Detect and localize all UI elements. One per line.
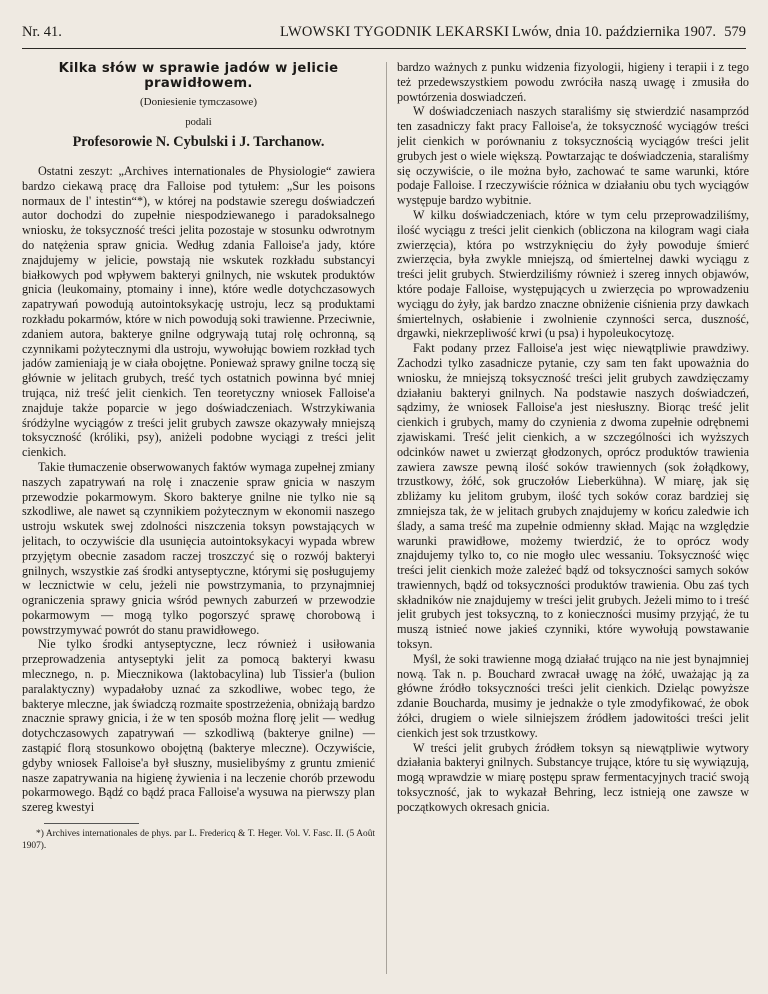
- article-byline-label: podali: [185, 117, 212, 129]
- paragraph: Fakt podany przez Falloise'a jest więc niewątpliwie prawdziwy. Zachodzi tylko zasadnicze pytanie, czy sam ten fakt upoważnia do wniosku, że mniejszą toksyczność treści jelit grubych zawdzięczamy działaniu bakteryi gnilnych. Na podstawie naszych doświadczeń, sądzimy, że wniosek Falloise'a jest niesłuszny. Biorąc treść jelit cienkich i grubych, mamy do czynienia z dwoma zupełnie odrębnemi zjawiskami. Treść jelit cienkich, a w szczególności ich wyższych odcinków nawet u zwierząt głodzonych, oprócz produktów trawienia zawiera zawsze pewną ilość soków trawiennych (sok żołądkowy, trzustkowy, żółć, sok gruczołów Lieberkühna). W miarę, jak się zbliżamy ku jelitom grubym, ilość tych soków coraz bardziej się zmniejsza tak, że w jelitach grubych znajdujemy w końcu zaledwie ich ślady, a sama treść ma zupełnie odmienny skład. Mając na względzie warunki prawidłowe, możemy twierdzić, że to oprócz wody znajdujemy tylko to, co nie mogło ulec wessaniu. Toksyczność więc treści jelit cienkich może zależeć bądź od toksyczności samych soków trawiennych, bądź od toksyczności produktów trawienia. Obu zaś tych składników nie znajdujemy w treści jelit grubych. Jeżeli mimo to i treść jelit grubych jest toksyczną, to z konieczności musimy przyjąć, że tu muszą istnieć nowe jakieś czynniki, które wywołują powstawanie toksyn.: [397, 341, 749, 652]
- footnote-rule: [44, 823, 139, 824]
- running-header: [22, 18, 746, 49]
- left-column: [22, 60, 375, 994]
- paragraph: W kilku doświadczeniach, które w tym celu przeprowadziliśmy, ilość wyciągu z treści jelit cienkich (obliczona na kilogram wagi ciała zwierzęcia), która po wstrzyknięciu do żyły powoduje śmierć zwierzęcia, była zwykle mniejszą, od śmiertelnej dawki wyciągu z treści jelit grubych. Stwierdziliśmy również i szereg innych objawów, które podaje Falloise, występujących u zwierzęcia po wprowadzeniu wyciągu do żyły, jak bardzo znaczne obniżenie ciśnienia przy dawkach śmiertelnych, osłabienie i zwolnienie czynności serca, duszność, drgawki, niekrzepliwość krwi (u psa) i hypoleukocytozę.: [397, 207, 749, 341]
- paragraph: bardzo ważnych z punku widzenia fizyologii, higieny i terapii i z tego też przedewszystkiem powodu zwróciła naszą uwagę i zmusiła do powtórzenia doswiadczeń.: [397, 60, 749, 104]
- paragraph: Ostatni zeszyt: „Archives internationales de Physiologie“ zawiera bardzo ciekawą pracę dra Falloise pod tytułem: „Sur les poisons normaux de l' intestin“*), w której na podstawie szeregu doświadczeń autor dochodzi do zupełnie niespodziewanego i paradoksalnego wniosku, że toksyczność treści jelita pozostaje w stosunku odwrotnym do natężenia spraw gnicia. Według zdania Falloise'a jady, które znajdujemy w jelicie, powstają nie wskutek rozkładu substancyi białkowych pod wpływem bakteryi gnilnych, nie wskutek produktów gnicia (leukomainy, ptomainy i inne), które wedle dotychczasowych zapatrywań powodują autointoksykację ustroju, lecz są produktami rozkładu pokarmów, które w nich powodują soki trawienne. Przeciwnie, zdaniem autora, bakterye gnilne odgrywają tutaj rolę ochronną, są czynnikami pożytecznymi dla ustroju, wywołując bowiem rozkład tych jadów zamieniają je w ciała obojętne. Ponieważ sprawy gnilne toczą się głównie w jelitach grubych, treść tych ostatnich powinna być mniej trująca, niż treść jelit cienkich. Ten teoretyczny wniosek Falloise'a znajduje także poparcie w jego doświadczeniach. Wstrzykiwania śródżylne wyciągów z treści jelit grubych zawsze okazywały mniejszą toksyczność (króliki, psy), aniżeli podobne wyciągi z treści jelit cienkich.: [22, 163, 375, 460]
- paragraph: Nie tylko środki antyseptyczne, lecz również i usiłowania przeprowadzenia antyseptyki jelit za pomocą bakteryi kwasu mlecznego, n. p. Miecznikowa (laktobacylina) lub Tissier'a (bulion paralaktyczny) wypadałoby uznać za szkodliwe, wobec tego, że bakterye mleczne, jak świadczą rozmaite spostrzeżenia, obniżają bardzo znacznie sprawy gnicia, i że w ten sposób można florę jelit — według dotychczasowych zapatrywań — szkodliwą (bakterye gnilne) — zastąpić florą stosunkowo obojętną (bakterye mleczne). Oczywiście, gdyby wniosek Falloise'a był słuszny, musielibyśmy z gruntu zmienić nasze zapatrywania na higienę żywienia i na leczenie chorób przewodu pokarmowego. Bądź co bądź praca Falloise'a wysuwa na pierwszy plan szereg kwestyi: [22, 637, 375, 815]
- footnote: *) Archives internationales de phys. par L. Fredericq & T. Heger. Vol. V. Fasc. II. (5 Août 1907).: [22, 829, 375, 851]
- page-number: 579: [724, 24, 746, 40]
- paragraph: Myśl, że soki trawienne mogą działać trująco na nie jest bynajmniej nową. Tak n. p. Bouchard zwracał uwagę na żółć, uważając ją za główne źródło toksyczności treści jelit cienkich. Dzieląc powyższe zdanie Boucharda, musimy je jednakże o tyle zmodyfikować, że obok żółci, drugiem o wiele silniejszem źródłem jadowitości treści jelit cienkich jest sok trzustkowy.: [397, 651, 749, 740]
- paragraph: W doświadczeniach naszych staraliśmy się stwierdzić nasamprzód ten zasadniczy fakt pracy Falloise'a, że toksyczność wyciągów treści jelit cienkich w porównaniu z toksycznością wyciągów treści jelit grubych jest o wiele większą. Powtarzając te doświadczenia, staraliśmy się oczywiście, o ile można było, zachować te same warunki, które podaje Falloise. I rzeczywiście różnica w działaniu obu tych wyciągów występuje bardzo wybitnie.: [397, 104, 749, 208]
- paragraph: Takie tłumaczenie obserwowanych faktów wymaga zupełnej zmiany naszych zapatrywań na rolę i znaczenie spraw gnicia w naszym przewodzie pokarmowym. Skoro bakterye gnilne nie tylko nie są szkodliwe, ale nawet są czynnikiem pożytecznym w ekonomii naszego ustroju wskutek swej zdolności niszczenia toksyn powstających w jelitach, to oczywiście dla usunięcia autointoksykacyi wypada wbrew przyjętym obecnie zasadom raczej troszczyć się o rozwój bakteryi gnilnych, wszystkie zaś środki antyseptyczne, którymi się posługujemy w lecznictwie w celu, jeżeli nie powstrzymania, to przynajmniej ograniczenia sprawy gnicia wśród pewnych zaburzeń w przewodzie pokarmowym — mogą tylko pogorszyć sprawę chorobową i powstrzymywać powrót do stanu prawidłowego.: [22, 459, 375, 637]
- article-note: (Doniesienie tymczasowe): [140, 95, 257, 108]
- article-title: Kilka słów w sprawie jadów w jelicie prawidłowem.: [58, 61, 339, 91]
- right-column: [397, 60, 749, 994]
- paragraph: W treści jelit grubych źródłem toksyn są niewątpliwie wytwory działania bakteryi gnilnych. Substancye trujące, które tu się wywiązują, mogą wprawdzie w miarę postępu spraw fermentacyjnych tracić swoją toksyczność, jak to wykazał Behring, lecz istnieją one zawsze w początkowych okresach gnicia.: [397, 740, 749, 814]
- column-divider: [386, 62, 387, 974]
- journal-title: LWOWSKI TYGODNIK LEKARSKI: [280, 24, 510, 40]
- issue-number: Nr. 41.: [22, 24, 62, 40]
- article-authors: Profesorowie N. Cybulski i J. Tarchanow.: [72, 134, 325, 151]
- dateline: Lwów, dnia 10. października 1907.: [512, 24, 717, 40]
